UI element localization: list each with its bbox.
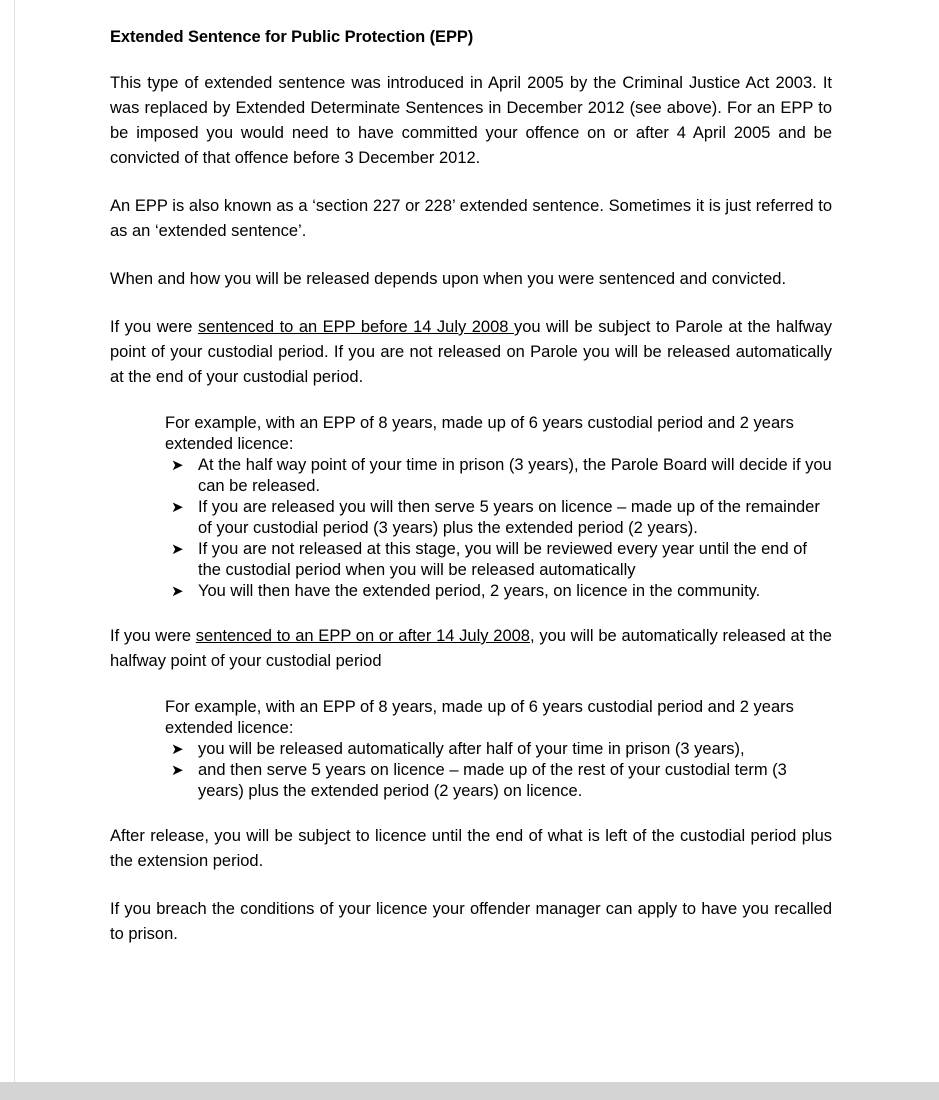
- list-item: [165, 539, 832, 581]
- paragraph-after-release: After release, you will be subject to licence until the end of what is left of the custodial period plus the extension period.: [110, 827, 832, 870]
- list-item-text: and then serve 5 years on licence – made up of the rest of your custodial term (3 years) plus the extended period (2 years) on licence.: [198, 761, 787, 800]
- paragraph-before-14-july-2008: [110, 315, 832, 390]
- list-item: [165, 739, 832, 760]
- example-block-one: [110, 413, 832, 602]
- arrow-bullet-icon: ➤: [171, 583, 184, 600]
- underlined-phrase-after-date: sentenced to an EPP on or after 14 July 2008: [195, 627, 530, 645]
- page-left-margin-edge: [0, 0, 15, 1100]
- list-item: [165, 581, 832, 602]
- paragraph-breach-conditions: If you breach the conditions of your licence your offender manager can apply to have you recalled to prison.: [110, 900, 832, 943]
- underlined-phrase-before-date: sentenced to an EPP before 14 July 2008: [197, 318, 514, 336]
- arrow-bullet-icon: ➤: [171, 541, 184, 558]
- list-item-text: At the half way point of your time in prison (3 years), the Parole Board will decide if you can be released.: [198, 456, 832, 495]
- list-item-text: you will be released automatically after half of your time in prison (3 years),: [198, 740, 745, 758]
- page-title: Extended Sentence for Public Protection (EPP): [110, 28, 474, 46]
- list-item-text: If you are released you will then serve 5 years on licence – made up of the remainder of your custodial period (3 years) plus the extended period (2 years).: [198, 498, 820, 537]
- list-item-text: You will then have the extended period, 2 years, on licence in the community.: [198, 582, 761, 600]
- example-one-list: [165, 455, 832, 602]
- text-suffix: you will be subject to Parole at the halfway point of your custodial period. If you are not released on Parole you will be released automatically at the end of your custodial period.: [110, 318, 832, 386]
- page-bottom-edge: [0, 1082, 939, 1100]
- paragraph-also-known-as: An EPP is also known as a ‘section 227 or 228’ extended sentence. Sometimes it is just referred to as an ‘extended sentence’.: [110, 197, 832, 240]
- arrow-bullet-icon: ➤: [171, 457, 184, 474]
- paragraph-release-depends: When and how you will be released depends upon when you were sentenced and convicted.: [110, 270, 787, 288]
- example-two-list: [165, 739, 832, 802]
- example-block-two: [110, 697, 832, 802]
- example-one-intro: For example, with an EPP of 8 years, made up of 6 years custodial period and 2 years extended licence:: [165, 414, 794, 453]
- section-spacer: [110, 802, 832, 824]
- list-item: [165, 455, 832, 497]
- example-two-intro: For example, with an EPP of 8 years, made up of 6 years custodial period and 2 years extended licence:: [165, 698, 794, 737]
- list-item: [165, 497, 832, 539]
- paragraph-on-or-after-14-july-2008: [110, 624, 832, 674]
- section-spacer: [110, 602, 832, 624]
- arrow-bullet-icon: ➤: [171, 762, 184, 779]
- text-prefix: If you were: [110, 627, 196, 645]
- document-body: [110, 28, 832, 947]
- list-item-text: If you are not released at this stage, you will be reviewed every year until the end of the custodial period when you will be released automatically: [198, 540, 808, 579]
- text-suffix: , you will be automatically released at the halfway point of your custodial period: [110, 627, 832, 670]
- arrow-bullet-icon: ➤: [171, 741, 184, 758]
- list-item: [165, 760, 832, 802]
- paragraph-intro: This type of extended sentence was introduced in April 2005 by the Criminal Justice Act 2003. It was replaced by Extended Determinate Sentences in December 2012 (see above). For an EPP to be imposed you would need to have committed your offence on or after 4 April 2005 and be convicted of that offence before 3 December 2012.: [110, 74, 832, 167]
- arrow-bullet-icon: ➤: [171, 499, 184, 516]
- text-prefix: If you were: [110, 318, 198, 336]
